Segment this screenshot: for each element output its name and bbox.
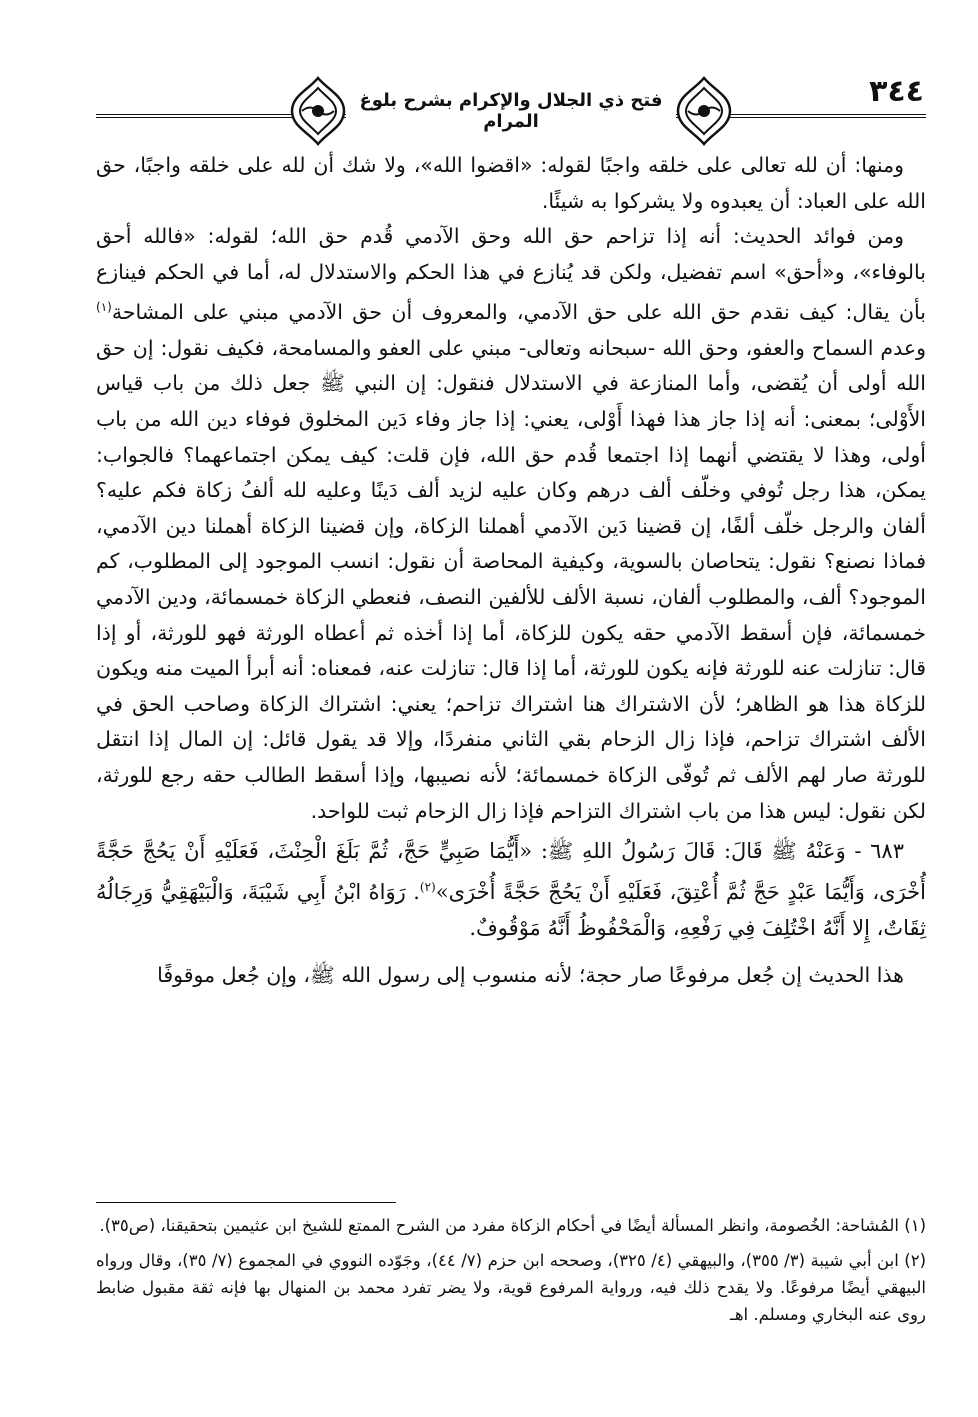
footnote-ref: (٢) [419,880,436,895]
footnotes [96,1212,926,1336]
ornament-right-icon [674,76,734,146]
footnote-1: (١) المُشاحة: الخُصومة، وانظر المسألة أيضًا في أحكام الزكاة مفرد من الشرح الممتع للشيخ ابن عثيمين بتحقيقنا، (ص٣٥). [99,1216,926,1235]
paragraph-text: وعدم السماح والعفو، وحق الله -سبحانه وتعالى- مبني على العفو والمسامحة، فكيف نقول: إن حق الله أولى أن يُقضى، وأما المنازعة في الاستدلال فنقول: إن النبي ﷺ جعل ذلك من باب قياس الأَوْلى؛ بمعنى: أنه إذا جاز هذا فهذا أَوْلى، يعني: إذا جاز وفاء دَين المخلوق فوفاء دين الله من باب أولى، وهذا لا يقتضي أنهما إذا اجتمعا قُدم حق الله، فإن قلت: كيف يمكن اجتماعهما؟ فالجواب: يمكن، هذا رجل تُوفي وخلّف ألف درهم وكان عليه لزيد ألف دَينًا وعليه لله ألفُ زكاة فكم عليه؟ ألفان والرجل خلّف ألفًا، إن قضينا دَين الآدمي أهملنا الزكاة، وإن قضينا الزكاة أهملنا دين الآدمي، فماذا نصنع؟ نقول: يتحاصان بالسوية، وكيفية المحاصة أن نقول: انسب الموجود إلى المطلوب، كم الموجود؟ ألف، والمطلوب ألفان، نسبة الألف للألفين النصف، فنعطي الزكاة خمسمائة، ودين الآدمي خمسمائة، فإن أسقط الآدمي حقه يكون للزكاة، أما إذا أخذه ثم أعطاه الورثة فهو للورثة، أو إذا قال: تنازلت عنه للورثة فإنه يكون للورثة، أما إذا قال: تنازلت عنه، فمعناه: أنه أبرأ الميت منه ويكون للزكاة هذا هو الظاهر؛ لأن الاشتراك هنا اشتراك تزاحم؛ يعني: اشتراك الزكاة وصاحب الحق في الألف اشتراك تزاحم، فإذا زال الزحام بقي الثاني منفردًا، وإلا قد يقول قائل: إن المال إذا انتقل للورثة صار لهم الألف ثم تُوفّى الزكاة خمسمائة؛ لأنه نصيبها، وإذا أسقط الطالب حقه رجع للورثة، لكن نقول: ليس هذا من باب اشتراك التزاحم فإذا زال الزحام ثبت للواحد. [96,335,926,823]
page-number: ٣٤٤ [869,74,924,109]
book-title: فتح ذي الجلال والإكرام بشرح بلوغ المرام [346,88,676,134]
footnote-ref: (١) [96,300,112,315]
hadith-main: ٦٨٣ - وَعَنْهُ ﷺ قَالَ: قَالَ رَسُولُ اللهِ ﷺ: «أَيُّمَا صَبِيٍّ حَجَّ، ثُمَّ بَلَغَ الْحِنْثَ، فَعَلَيْهِ أَنْ يَحُجَّ حَجَّةً أُخْرَى، وَأَيُّمَا عَبْدٍ حَجَّ ثُمَّ أُعْتِقَ، فَعَلَيْهِ أَنْ يَحُجَّ حَجَّةً أُخْرَى» [96,839,926,905]
page-header [96,70,926,158]
paragraph [96,219,926,829]
main-text [96,148,926,994]
paragraph: ومنها: أن لله تعالى على خلقه واجبًا لقوله: «اقضوا الله»، ولا شك أن لله على خلقه واجبًا، حق الله على العباد: أن يعبدوه ولا يشركوا به شيئًا. [96,153,926,213]
footnote-2: (٢) ابن أبي شيبة (٣/ ٣٥٥)، والبيهقي (٤/ ٣٢٥)، وصححه ابن حزم (٧/ ٤٤)، وجَوّده النووي في المجموع (٧/ ٣٥)، وقال ورواه البيهقي أيضًا مرفوعًا. ولا يقدح ذلك فيه، ورواية المرفوع قوية، ولا يضر تفرد محمد بن المنهال بها فإنه ثقة مقبول ضابط روى عنه البخاري ومسلم. اهـ [96,1251,927,1324]
hadith-text [96,833,926,946]
hadith-narration: . رَوَاهُ ابْنُ أَبِي شَيْبَةَ، وَالْبَيْهَقِيُّ وَرِجَالُهُ ثِقَاتٌ، إِلا أَنَّهُ اخْتُلِفَ فِي رَفْعِهِ، وَالْمَحْفُوظُ أَنَّهُ مَوْقُوفٌ. [96,880,926,941]
footnote-separator [96,1202,396,1203]
ornament-left-icon [288,76,348,146]
paragraph: هذا الحديث إن جُعل مرفوعًا صار حجة؛ لأنه منسوب إلى رسول الله ﷺ، وإن جُعل موقوفًا [157,963,904,988]
paragraph-text: ومن فوائد الحديث: أنه إذا تزاحم حق الله وحق الآدمي قُدم حق الله؛ لقوله: «فالله أحق بالوفاء»، و«أحق» اسم تفضيل، ولكن قد يُنازع في هذا الحكم والاستدلال له، أما في الحكم فينازع بأن يقال: كيف نقدم حق الله على حق الآدمي، والمعروف أن حق الآدمي مبني على المشاحة [96,224,926,325]
